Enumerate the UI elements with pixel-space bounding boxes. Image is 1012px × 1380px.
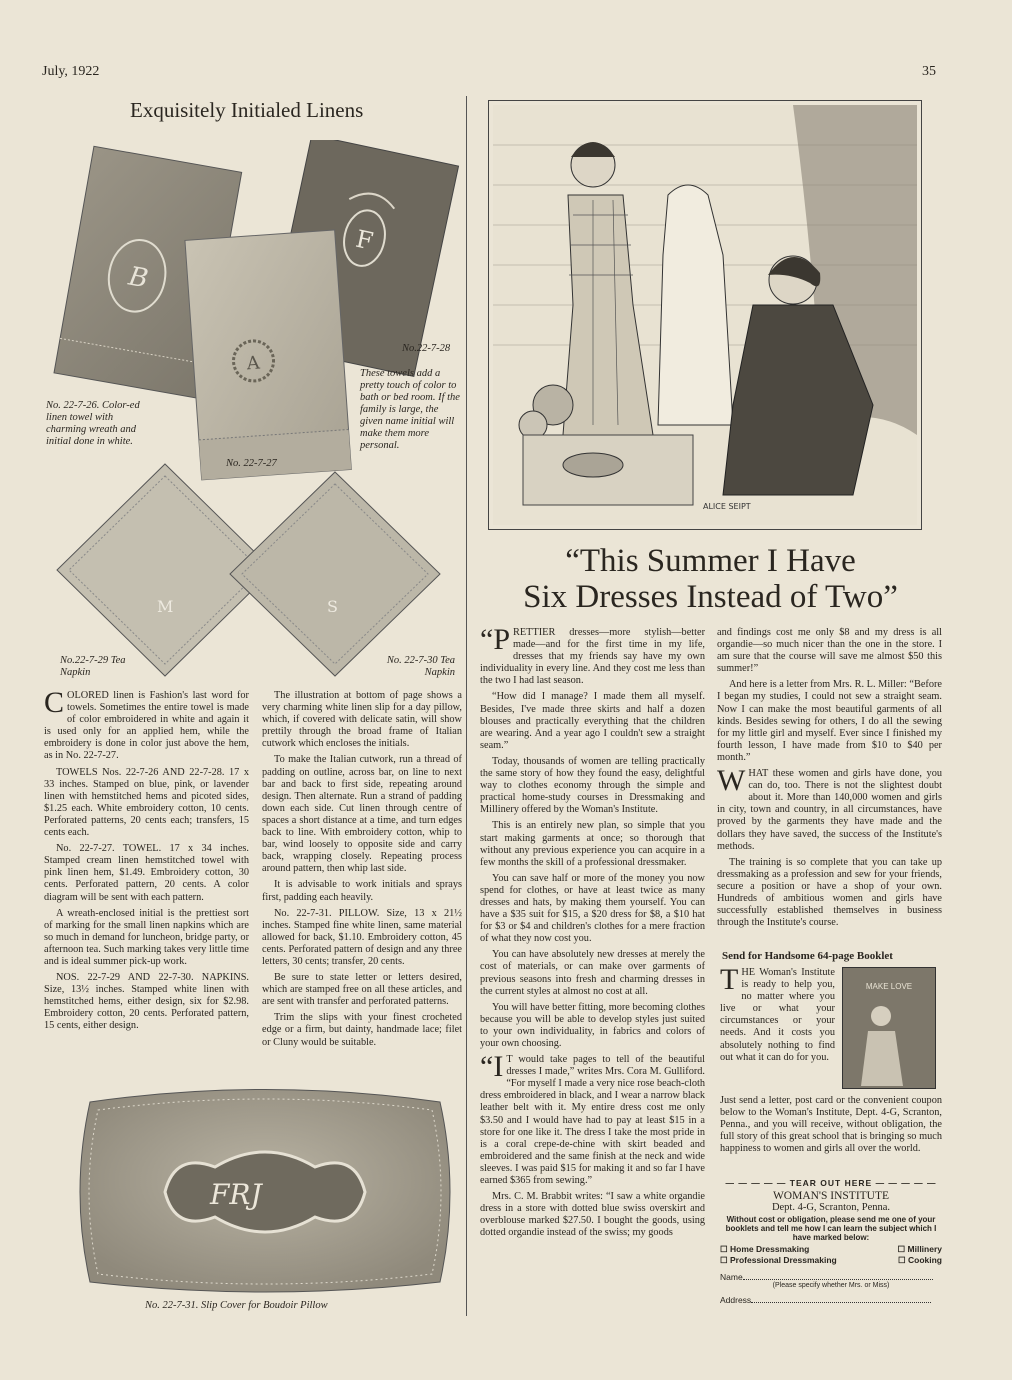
ad-text-column-2: and findings cost me only $8 and my dress is all organdie—so much nicer than the one in the store. I am sure that the course will save me almost $50 this summer!” And here is a letter from Mrs. R. L. Miller: “Before I began my studies, I could not sew a straight seam. Now I can make the most beautiful garments of all kinds. Besides sewing for others, I do all the sewing for my little girl and myself. Ever since I finished my fourth lesson, I have made from $10 to $40 per month.” WHAT these women and girls have done, you can do, too. There is not the slightest doubt about it. More than 140,000 women and girls in city, town and country, in all circumstances, have proved by the garments they have made and the dollars they have saved, the success of the Institute's methods. The training is so complete that you can take up dressmaking as a profession and sew for your friends, secure a position or have a shop of your own. Hundreds of ambitious women and girls have successfully established themselves in business through the Institute's course. — [717, 627, 942, 929]
booklet-cover-title: MAKE LOVE — [865, 982, 913, 991]
caption-22-7-28: These towels add a pretty touch of color to bath or bed room. If the family is large, the given name initial will make them more personal. — [360, 368, 460, 451]
ad-text-column-1: “PRETTIER dresses—more stylish—better made—and for the first time in my life, dresses that my friends say have my own individuality in every line. And they cost me less than the two I had last season. “How did I manage? I made them all myself. Besides, I've made three skirts and half a dozen blouses and practically everything that the children are wearing. And a year ago I couldn't sew a straight seam.” Today, thousands of women are telling practically the same story of how they found the easy, delightful way to clothes economy through the simple and practical home-study courses in Dressmaking and Millinery offered by the Woman's Institute. This is an entirely new plan, so simple that you start making garments at once; so thorough that without any previous experience you can acquire in a few months the skill of a professional dressmaker. You can save half or more of the money you now spend for clothes, or have at least twice as many dresses and hats, by making them yourself. You can have a $35 suit for $15, a $20 dress for $8, a $10 hat for $3 or $4 and children's clothes for a mere fraction of what they now cost you. You can have absolutely new dresses at merely the cost of materials, or can make over garments of previous seasons into fresh and charming dresses in the current styles at almost no cost at all. You will have better fitting, more becoming clothes because you will be able to develop styles just suited to your own individuality, in fabrics and colors of your own choosing. “I T would take pages to tell of the beautiful dresses I made,” writes Mrs. Cora M. Gulliford. “For myself I made a very nice rose beach-cloth dress embroidered in black, and I wear a narrow black leather belt with it. My entire dress cost me only $3.50 and I would have had to pay at least $15 in a store for one like it. The dress I take the most pride in is a coral crepe-de-chine with skirt beaded and embroidered and the same finish at the neck and wide sleeves. I was paid $15 for making it and so far I have earned $365 from sewing.” Mrs. C. M. Brabbit writes: “I saw a white organdie dress in a store with dotted blue swiss overskirt and overblouse marked $27.50. I bought the goods, using dotted organdie instead of the swiss; my goods — [480, 623, 705, 1239]
pillow-illustration — [70, 1082, 460, 1302]
booklet-text: THE Woman's Institute is ready to help you, no matter where you live or what your circumstances or your needs. And it costs you absolutely nothing to find out what it can do for you. — [720, 963, 835, 1063]
ad-illustration-frame — [488, 100, 922, 530]
ad-headline: “This Summer I Have Six Dresses Instead of Two” — [523, 543, 898, 615]
svg-text:B: B — [126, 261, 151, 295]
svg-text:F: F — [353, 224, 376, 256]
artist-signature: ALICE SEIPT — [703, 502, 751, 511]
caption-22-7-26: No. 22-7-26. Color-ed linen towel with charming wreath and initial done in white. — [46, 400, 140, 447]
linens-text-column-1: COLORED linen is Fashion's last word for towels. Sometimes the entire towel is made of color embroidered in white and again it is used only for an applied hem, while the embroidery is done in color just above the hem, as in No. 22-7-27. TOWELS Nos. 22-7-26 AND 22-7-28. 17 x 33 inches. Stamped on blue, pink, or lavender linen with hemstitched hems and picoted sides, $1.25 each. White embroidery cotton, 10 cents. Perforated patterns, 20 cents each; transfers, 15 cents each. No. 22-7-27. TOWEL. 17 x 34 inches. Stamped cream linen hemstitched towel with pink linen hem, $1.49. Embroidery cotton, 30 cents. Perforated pattern, 20 cents. A color diagram will be sent with each pattern. A wreath-enclosed initial is the prettiest sort of marking for the small linen napkins which are so much in demand for luncheon, bridge party, or afternoon tea. Such marking takes very little time and is ideal summer pick-up work. NOS. 22-7-29 AND 22-7-30. NAPKINS. Size, 13½ inches. Stamped white linen with hemstitched hems, either design, six for $2.98. Embroidery cotton, 20 cents. Perforated pattern, 15 cents, either design. — [44, 686, 249, 1032]
coupon — [720, 1178, 942, 1305]
coupon-request: Without cost or obligation, please send me one of your booklets and tell me how I can learn the subject which I have marked below: — [725, 1215, 937, 1242]
page-number: 35 — [922, 64, 936, 79]
svg-text:M: M — [157, 597, 174, 616]
issue-date: July, 1922 — [42, 64, 100, 79]
napkins-illustration — [55, 462, 465, 682]
women-sewing-illustration — [493, 105, 917, 525]
caption-22-7-27: No. 22-7-27 — [226, 458, 277, 469]
coupon-org: WOMAN'S INSTITUTE — [772, 1190, 890, 1202]
booklet-cover-image — [842, 967, 936, 1089]
caption-22-7-29: No.22-7-29 Tea Napkin — [60, 655, 126, 678]
coupon-address: Dept. 4-G, Scranton, Penna. — [771, 1202, 891, 1213]
coupon-options-row-2 — [720, 1255, 942, 1266]
coupon-name-note: (Please specify whether Mrs. or Miss) — [772, 1282, 890, 1289]
column-divider — [466, 96, 467, 1316]
svg-text:S: S — [327, 597, 338, 616]
linens-title: Exquisitely Initialed Linens — [130, 98, 364, 122]
option-home-dressmaking[interactable]: ☐ Home Dressmaking — [720, 1244, 810, 1254]
linens-text-column-2: The illustration at bottom of page shows a very charming white linen slip for a day pillow, which, if covered with delicate satin, will show prettily through the broad frame of Italian cutwork which encloses the initials. To make the Italian cutwork, run a thread of padding on outline, across bar, on line to next bar and back to first side, repeating around design. Then alternate. Run a strand of padding down each side. Cut linen through centre of spaces a short distance at a time, and turn edges back to line. With embroidery cotton, whip to bar, wind loosely to opposite side and carry back, wrapping closely. Repeating process around pattern, then whip last side. It is advisable to work initials and sprays first, padding each heavily. No. 22-7-31. PILLOW. Size, 13 x 21½ inches. Stamped fine white linen, same material allowed for back, $1.10. Embroidery cotton, 45 cents. Perforated pattern of design and any three letters, 30 cents; transfer, 20 cents. Be sure to state letter or letters desired, which are stamped free on all these articles, and are sent with transfer and perforated patterns. Trim the slips with your finest crocheted edge or a firm, but dainty, handmade lace; filet or Cluny would be suitable. — [262, 690, 462, 1048]
booklet-woman-icon — [843, 991, 935, 1091]
caption-22-7-30: No. 22-7-30 Tea Napkin — [386, 655, 455, 678]
booklet-heading: Send for Handsome 64-page Booklet — [722, 950, 893, 962]
svg-text:A: A — [245, 352, 261, 375]
caption-22-7-28-number: No.22-7-28 — [402, 343, 451, 354]
option-millinery[interactable]: ☐ Millinery — [897, 1244, 942, 1254]
option-professional-dressmaking[interactable]: ☐ Professional Dressmaking — [720, 1255, 837, 1265]
option-cooking[interactable]: ☐ Cooking — [898, 1255, 942, 1265]
tear-out-label: — — — — — TEAR OUT HERE — — — — — — [725, 1178, 937, 1188]
booklet-text-continued: Just send a letter, post card or the convenient coupon below to the Woman's Institute, Dept. 4-G, Scranton, Penna., and you will receive, without obligation, the full story of this great school that is bringing so much happiness to women and girls all over the world. — [720, 1095, 942, 1155]
coupon-options-row-1 — [720, 1244, 942, 1255]
svg-text:FRJ: FRJ — [210, 1178, 262, 1211]
coupon-address-field[interactable]: Address — [720, 1295, 942, 1305]
coupon-name-field[interactable]: Name — [720, 1272, 942, 1282]
caption-22-7-31: No. 22-7-31. Slip Cover for Boudoir Pillow — [145, 1300, 328, 1311]
